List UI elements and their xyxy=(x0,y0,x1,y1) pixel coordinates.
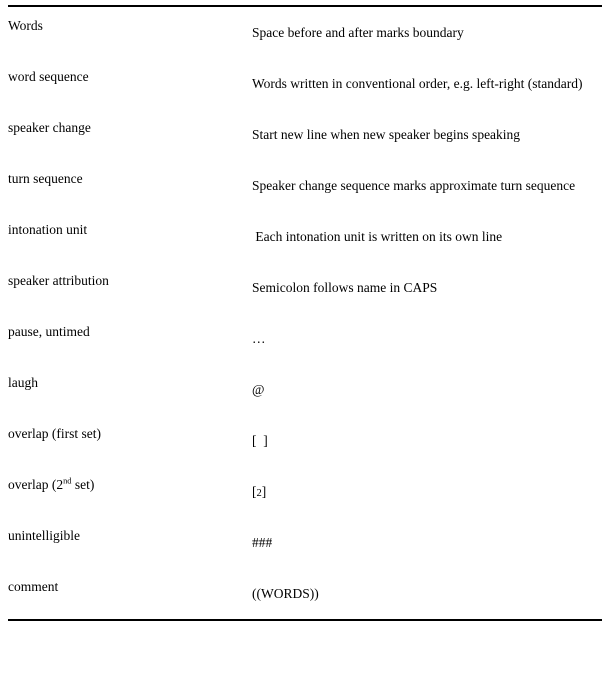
definition-text: Words written in conventional order, e.g. left-right (standard) xyxy=(252,76,583,91)
table-row xyxy=(8,313,602,364)
term-label: comment xyxy=(8,579,59,594)
definition-cell xyxy=(252,313,602,364)
table-row xyxy=(8,415,602,466)
definition-cell xyxy=(252,109,602,160)
term-label: speaker change xyxy=(8,120,91,135)
table-row xyxy=(8,109,602,160)
definition-text: Speaker change sequence marks approximate turn sequence xyxy=(252,178,576,193)
definition-cell xyxy=(252,364,602,415)
term-cell xyxy=(8,58,252,109)
definition-text xyxy=(252,478,602,505)
term-cell xyxy=(8,6,252,58)
definition-cell xyxy=(252,466,602,517)
term-label: word sequence xyxy=(8,69,89,84)
definition-text: Start new line when new speaker begins speaking xyxy=(252,127,521,142)
term-label: pause, untimed xyxy=(8,324,90,339)
term-cell xyxy=(8,211,252,262)
table-row xyxy=(8,262,602,313)
definition-text: … xyxy=(252,331,266,346)
term-label: speaker attribution xyxy=(8,273,109,288)
definition-text: Space before and after marks boundary xyxy=(252,25,464,40)
bracket-close: ] xyxy=(261,484,267,499)
term-label: Words xyxy=(8,18,43,33)
table-row xyxy=(8,517,602,568)
table-body xyxy=(8,6,602,620)
table-row xyxy=(8,568,602,620)
table-row xyxy=(8,160,602,211)
definition-cell xyxy=(252,262,602,313)
term-cell xyxy=(8,160,252,211)
term-prefix: overlap (2 xyxy=(8,477,64,492)
term-label xyxy=(8,478,252,492)
table-row xyxy=(8,466,602,517)
definition-cell xyxy=(252,160,602,211)
definition-cell xyxy=(252,211,602,262)
definition-text: Each intonation unit is written on its own line xyxy=(252,229,503,244)
ordinal-superscript: nd xyxy=(63,476,72,486)
definition-cell xyxy=(252,58,602,109)
term-cell xyxy=(8,415,252,466)
term-cell xyxy=(8,364,252,415)
term-label: laugh xyxy=(8,375,38,390)
term-cell xyxy=(8,568,252,620)
definition-text: Semicolon follows name in CAPS xyxy=(252,280,438,295)
term-label: unintelligible xyxy=(8,528,80,543)
definition-cell xyxy=(252,6,602,58)
definition-cell xyxy=(252,568,602,620)
definition-text: ((WORDS)) xyxy=(252,586,319,601)
table-row xyxy=(8,6,602,58)
definition-text: [ ] xyxy=(252,433,268,448)
term-cell xyxy=(8,313,252,364)
transcription-conventions-table xyxy=(8,5,602,621)
term-cell xyxy=(8,517,252,568)
table-row xyxy=(8,364,602,415)
term-label: turn sequence xyxy=(8,171,83,186)
definition-text: @ xyxy=(252,382,265,397)
term-suffix: set) xyxy=(71,477,95,492)
term-cell xyxy=(8,466,252,517)
overlap-index-number: 2 xyxy=(256,488,262,499)
term-label: overlap (first set) xyxy=(8,426,101,441)
term-cell xyxy=(8,109,252,160)
term-cell xyxy=(8,262,252,313)
definition-cell xyxy=(252,415,602,466)
table-row xyxy=(8,58,602,109)
term-label: intonation unit xyxy=(8,222,88,237)
bracket-open: [ xyxy=(252,484,257,499)
definition-text: ### xyxy=(252,535,273,550)
definition-cell xyxy=(252,517,602,568)
table-row xyxy=(8,211,602,262)
